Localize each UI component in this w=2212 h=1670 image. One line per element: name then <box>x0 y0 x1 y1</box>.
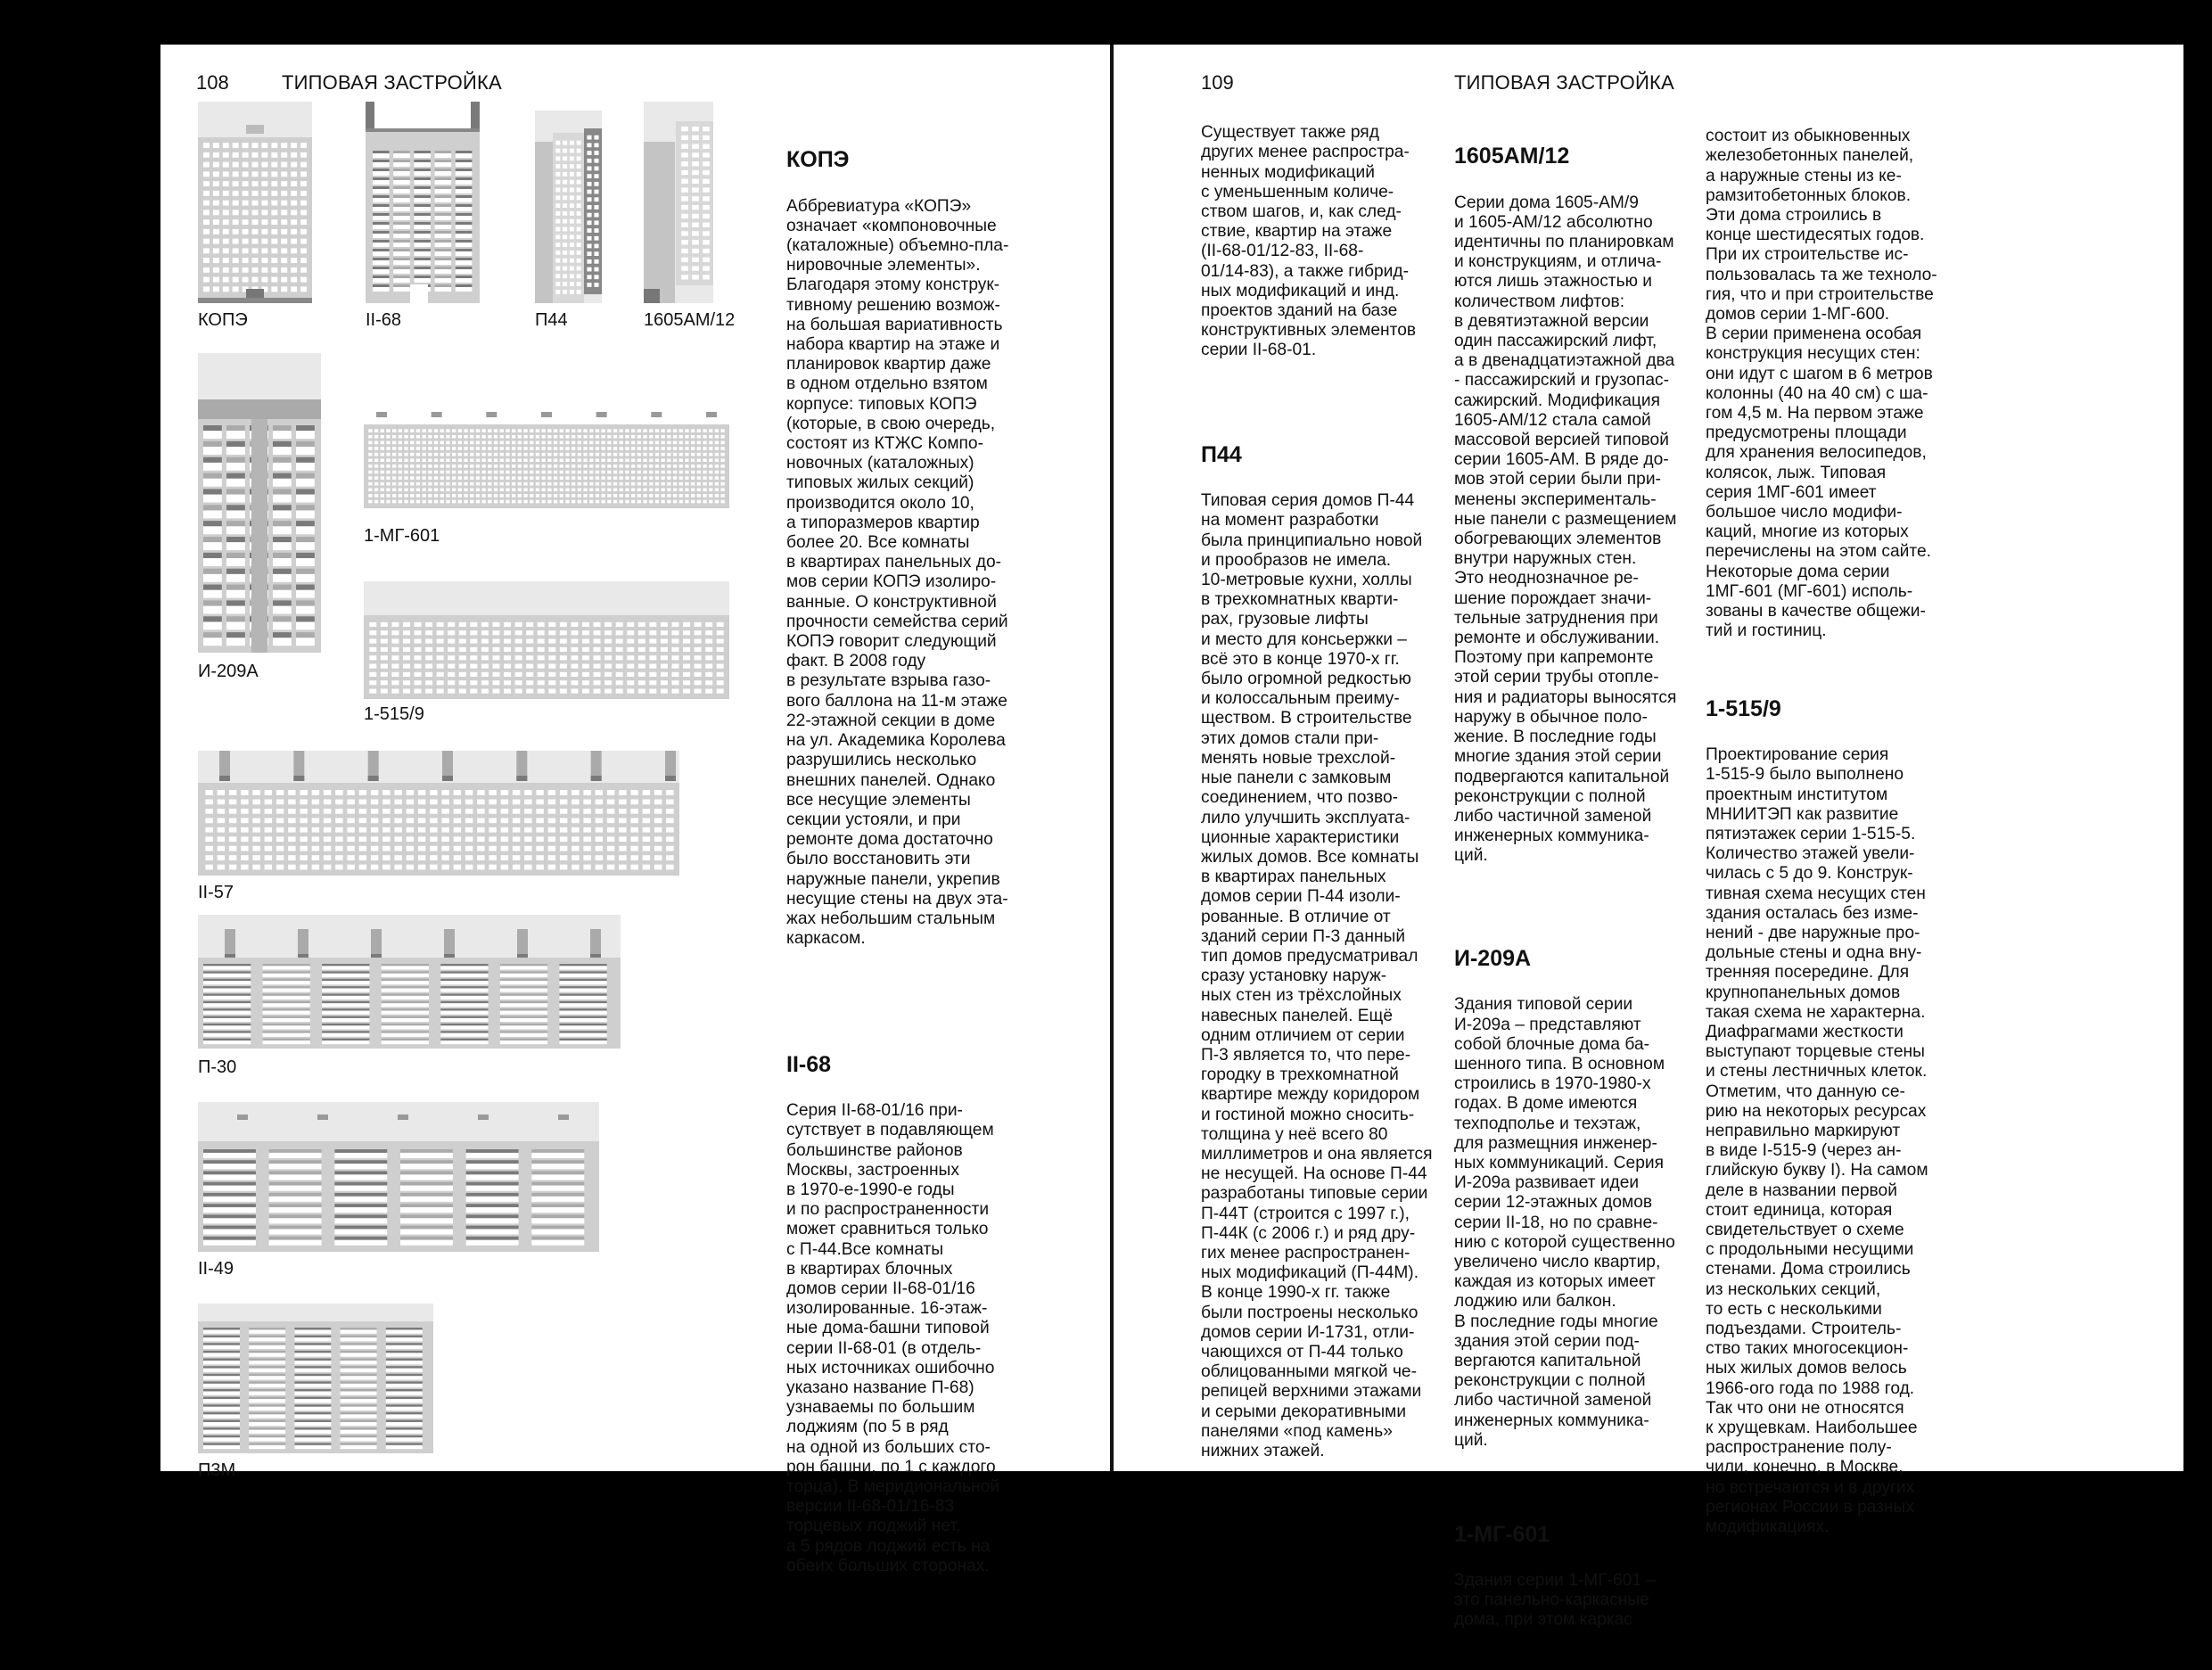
roof-caps <box>376 412 717 417</box>
caption-i-209a: И-209А <box>198 662 259 681</box>
article-continuation: Существует также ряд других менее распростра- ненных модификаций с уменьшенным количе- ством шагов, и, как след- ствие, квартир на этаже (II-68-01/12-83, II-68- 01/14-83), а также гибрид- ных модификаций и инд. проектов зданий на базе конструктивных элементов серии II-68-01. <box>1201 123 1417 360</box>
illustration-1605am12 <box>644 102 713 303</box>
running-head-left: ТИПОВАЯ ЗАСТРОЙКА <box>282 71 502 94</box>
caption-ii-68: II-68 <box>366 310 402 330</box>
article-body: Здания серии 1-МГ-601 – это панельно-каркасные дома, при этом каркас <box>1454 1570 1657 1630</box>
article-continuation: состоит из обыкновенных железобетонных панелей, а наружные стены из ке- рамзитобетонных блоков. Эти дома строились в конце шестидесятых годов. При их строительстве ис- пользовалась та же техноло- гия, что и при строительстве домов серии 1-МГ-600. В серии применена особая конструкция несущих стен: они идут с шагом в 6 метров колонны (40 на 40 см) с ша- гом 4,5 м. На первом этаже предусмотрены площади для хранения велосипедов, колясок, лыж. Типовая серия 1МГ-601 имеет большое число модифи- каций, многие из которых перечислены на этом сайте. Некоторые дома серии 1МГ-601 (МГ-601) исполь- зованы в качестве общежи- тий и гостиниц. <box>1706 127 1937 641</box>
caption-p44: П44 <box>535 310 568 330</box>
article-kope <box>786 127 1054 968</box>
article-title: 1-МГ-601 <box>1454 1521 1550 1547</box>
illustration-p3m <box>198 1304 433 1453</box>
article-1-mg-601 <box>1454 1501 1713 1649</box>
caption-ii-57: II-57 <box>198 883 234 902</box>
text-column-3 <box>1706 103 1964 1577</box>
text-column-2 <box>1454 103 1713 1670</box>
article-p44 <box>1201 422 1460 1482</box>
article-1-515-9 <box>1706 676 1964 1558</box>
caption-1605am12: 1605АМ/12 <box>644 310 736 330</box>
article-title: II-68 <box>786 1051 832 1077</box>
article-title: КОПЭ <box>786 147 850 173</box>
caption-1-515-9: 1-515/9 <box>364 704 424 724</box>
text-column-1 <box>1201 103 1460 1501</box>
page-number-left: 108 <box>196 71 229 94</box>
illustration-i-209a <box>198 353 321 653</box>
caption-kope: КОПЭ <box>198 310 248 330</box>
article-body: Аббревиатура «КОПЭ» означает «компоновочные (каталожные) объемно-пла- нировочные элементы». Благодаря этому конструк- тивному решению возмож- на большая вариативность набора квартир на этаже и планировок квартир даже в одном отдельно взятом корпусе: типовых КОПЭ (которые, в свою очередь, состоят из КТЖС Компо- новочных (каталожных) типовых жилых секций) производится около 10, а типоразмеров квартир более 20. Все комнаты в квартирах панельных до- мов серии КОПЭ изолиро- ванные. О конструктивной прочности семейства серий КОПЭ говорит следующий факт. В 2008 году в результате взрыва газо- вого баллона на 11-м этаже 22-этажной секции в доме на ул. Академика Королева разрушились несколько внешних панелей. Однако все несущие элементы секции устояли, и при ремонте дома достаточно было восстановить эти наружные панели, укрепив несущие стены на двух эта- жах небольшим стальным каркасом. <box>786 196 1009 949</box>
article-title: И-209А <box>1454 946 1532 972</box>
running-head-right: ТИПОВАЯ ЗАСТРОЙКА <box>1454 71 1674 94</box>
illustration-kope <box>198 102 312 303</box>
article-title: 1-515/9 <box>1706 695 1781 721</box>
caption-1-mg-601: 1-МГ-601 <box>364 526 440 546</box>
caption-p-30: П-30 <box>198 1057 237 1077</box>
text-column-left <box>786 107 1054 1616</box>
article-body: Серия II-68-01/16 при- сутствует в подавляющем большинстве районов Москвы, застроенных в 1970-е-1990-е годы и по распространенности может сравниться только с П-44.Все комнаты в квартирах блочных домов серии II-68-01/16 изолированные. 16-этаж- ные дома-башни типовой серии II-68-01 (в отдель- ных источниках ошибочно указано название П-68) узнаваемы по большим лоджиям (по 5 в ряд на одной из больших сто- рон башни, по 1 с каждого торца). В меридиональной версии II-68-01/16-83 торцевых лоджий нет, а 5 рядов лоджий есть на обеих больших сторонах. <box>786 1101 1000 1575</box>
article-i-209a <box>1454 925 1713 1470</box>
caption-p3m: П3М <box>198 1460 236 1480</box>
illustration-p-30 <box>198 915 621 1049</box>
loggia-stripes <box>203 964 607 1044</box>
illustration-1-mg-601 <box>364 410 729 508</box>
article-1605am12 <box>1454 123 1713 886</box>
article-body: Типовая серия домов П-44 на момент разработки была принципиально новой и прообразов не имела. 10-метровые кухни, холлы в трехкомнатных кварти- рах, грузовые лифты и место для консьержки – всё это в конце 1970-х гг. было огромной редкостью и колоссальным преиму- ществом. В строительстве этих домов стали при- менять новые трехслой- ные панели с замковым соединением, что позво- лило улучшить эксплуата- ционные характеристики жилых домов. Все комнаты в квартирах панельных домов серии П-44 изоли- рованные. В отличие от зданий серии П-3 данный тип домов предусматривал сразу установку наруж- ных стен из трёхслойных навесных панелей. Ещё одним отличием от серии П-3 является то, что пере- городку в трехкомнатной квартире между коридором и гостиной можно сносить- толщина у неё всего 80 миллиметров и она является не несущей. На основе П-44 разработаны типовые серии П-44Т (строится с 1997 г.), П-44К (с 2006 г.) и ряд дру- гих менее распространен- ных модификаций (П-44М). В конце 1990-х гг. также были построены несколько домов серии И-1731, отли- чающихся от П-44 только облицованными мягкой че- репицей верхними этажами и серыми декоративными панелями «под камень» нижних этажей. <box>1201 491 1433 1460</box>
left-page <box>160 45 1110 1575</box>
illustration-ii-68 <box>366 102 480 303</box>
right-page <box>1114 45 2183 1630</box>
illustration-ii-57 <box>198 751 679 876</box>
illustration-1-515-9 <box>364 581 729 699</box>
page-number-right: 109 <box>1201 71 1234 94</box>
article-body: Проектирование серия 1-515-9 было выполнено проектным институтом МНИИТЭП как развитие пятиэтажек серии 1-515-5. Количество этажей увели- чилась с 5 до 9. Конструк- тивная схема несущих стен здания осталась без изме- нений - две наружные про- дольные стены и одна вну- тренняя посередине. Для крупнопанельных домов такая схема не характерна. Диафрагмами жесткости выступают торцевые стены и стены лестничных клеток. Отметим, что данную се- рию на некоторых ресурсах неправильно маркируют в виде I-515-9 (через ан- глийскую букву I). На самом деле в названии первой стоит единица, которая свидетельствует о схеме с продольными несущими стенами. Дома строились из нескольких секций, то есть с несколькими подъездами. Строитель- ство таких многосекцион- ных жилых домов велось 1966-ого года по 1988 год. Так что они не относятся к хрущевкам. Наибольшее распространение полу- чили, конечно, в Москве, но встречаются и в других регионах России в разных модификациях. <box>1706 745 1928 1537</box>
article-title: 1605АМ/12 <box>1454 144 1570 169</box>
article-body: Серии дома 1605-АМ/9 и 1605-АМ/12 абсолютно идентичны по планировкам и конструкциям, и отлича- ются лишь этажностью и количеством лифтов: в девятиэтажной версии один пассажирский лифт, а в двенадцатиэтажной два - пассажирский и грузопас- сажирский. Модификация 1605-АМ/12 стала самой массовой версией типовой серии 1605-АМ. В ряде до- мов этой серии были при- менены эксперименталь- ные панели с размещением обогревающих элементов внутри наружных стен. Это неоднозначное ре- шение порождает значи- тельные затруднения при ремонте и обслуживании. Поэтому при капремонте этой серии трубы отопле- ния и радиаторы выносятся наружу в обычное поло- жение. В последние годы многие здания этой серии подвергаются капитальной реконструкции с полной либо частичной заменой инженерных коммуника- ций. <box>1454 193 1677 866</box>
illustration-ii-49 <box>198 1102 599 1252</box>
illustration-p44 <box>535 102 602 303</box>
article-body: Здания типовой серии И-209а – представляют собой блочные дома ба- шенного типа. В основном строились в 1970-1980-х годах. В доме имеются техподполье и техэтаж, для размещния инженер- ных коммуникаций. Серия И-209а развивает идеи серии 12-этажных домов серии II-18, но по сравне- нию с которой существенно увеличено число квартир, каждая из которых имеет лоджию или балкон. В последние годы многие здания этой серии под- вергаются капитальной реконструкции с полной либо частичной заменой инженерных коммуника- ций. <box>1454 995 1675 1450</box>
caption-ii-49: II-49 <box>198 1259 234 1279</box>
article-title: П44 <box>1201 442 1242 468</box>
article-ii-68 <box>786 1032 1054 1596</box>
